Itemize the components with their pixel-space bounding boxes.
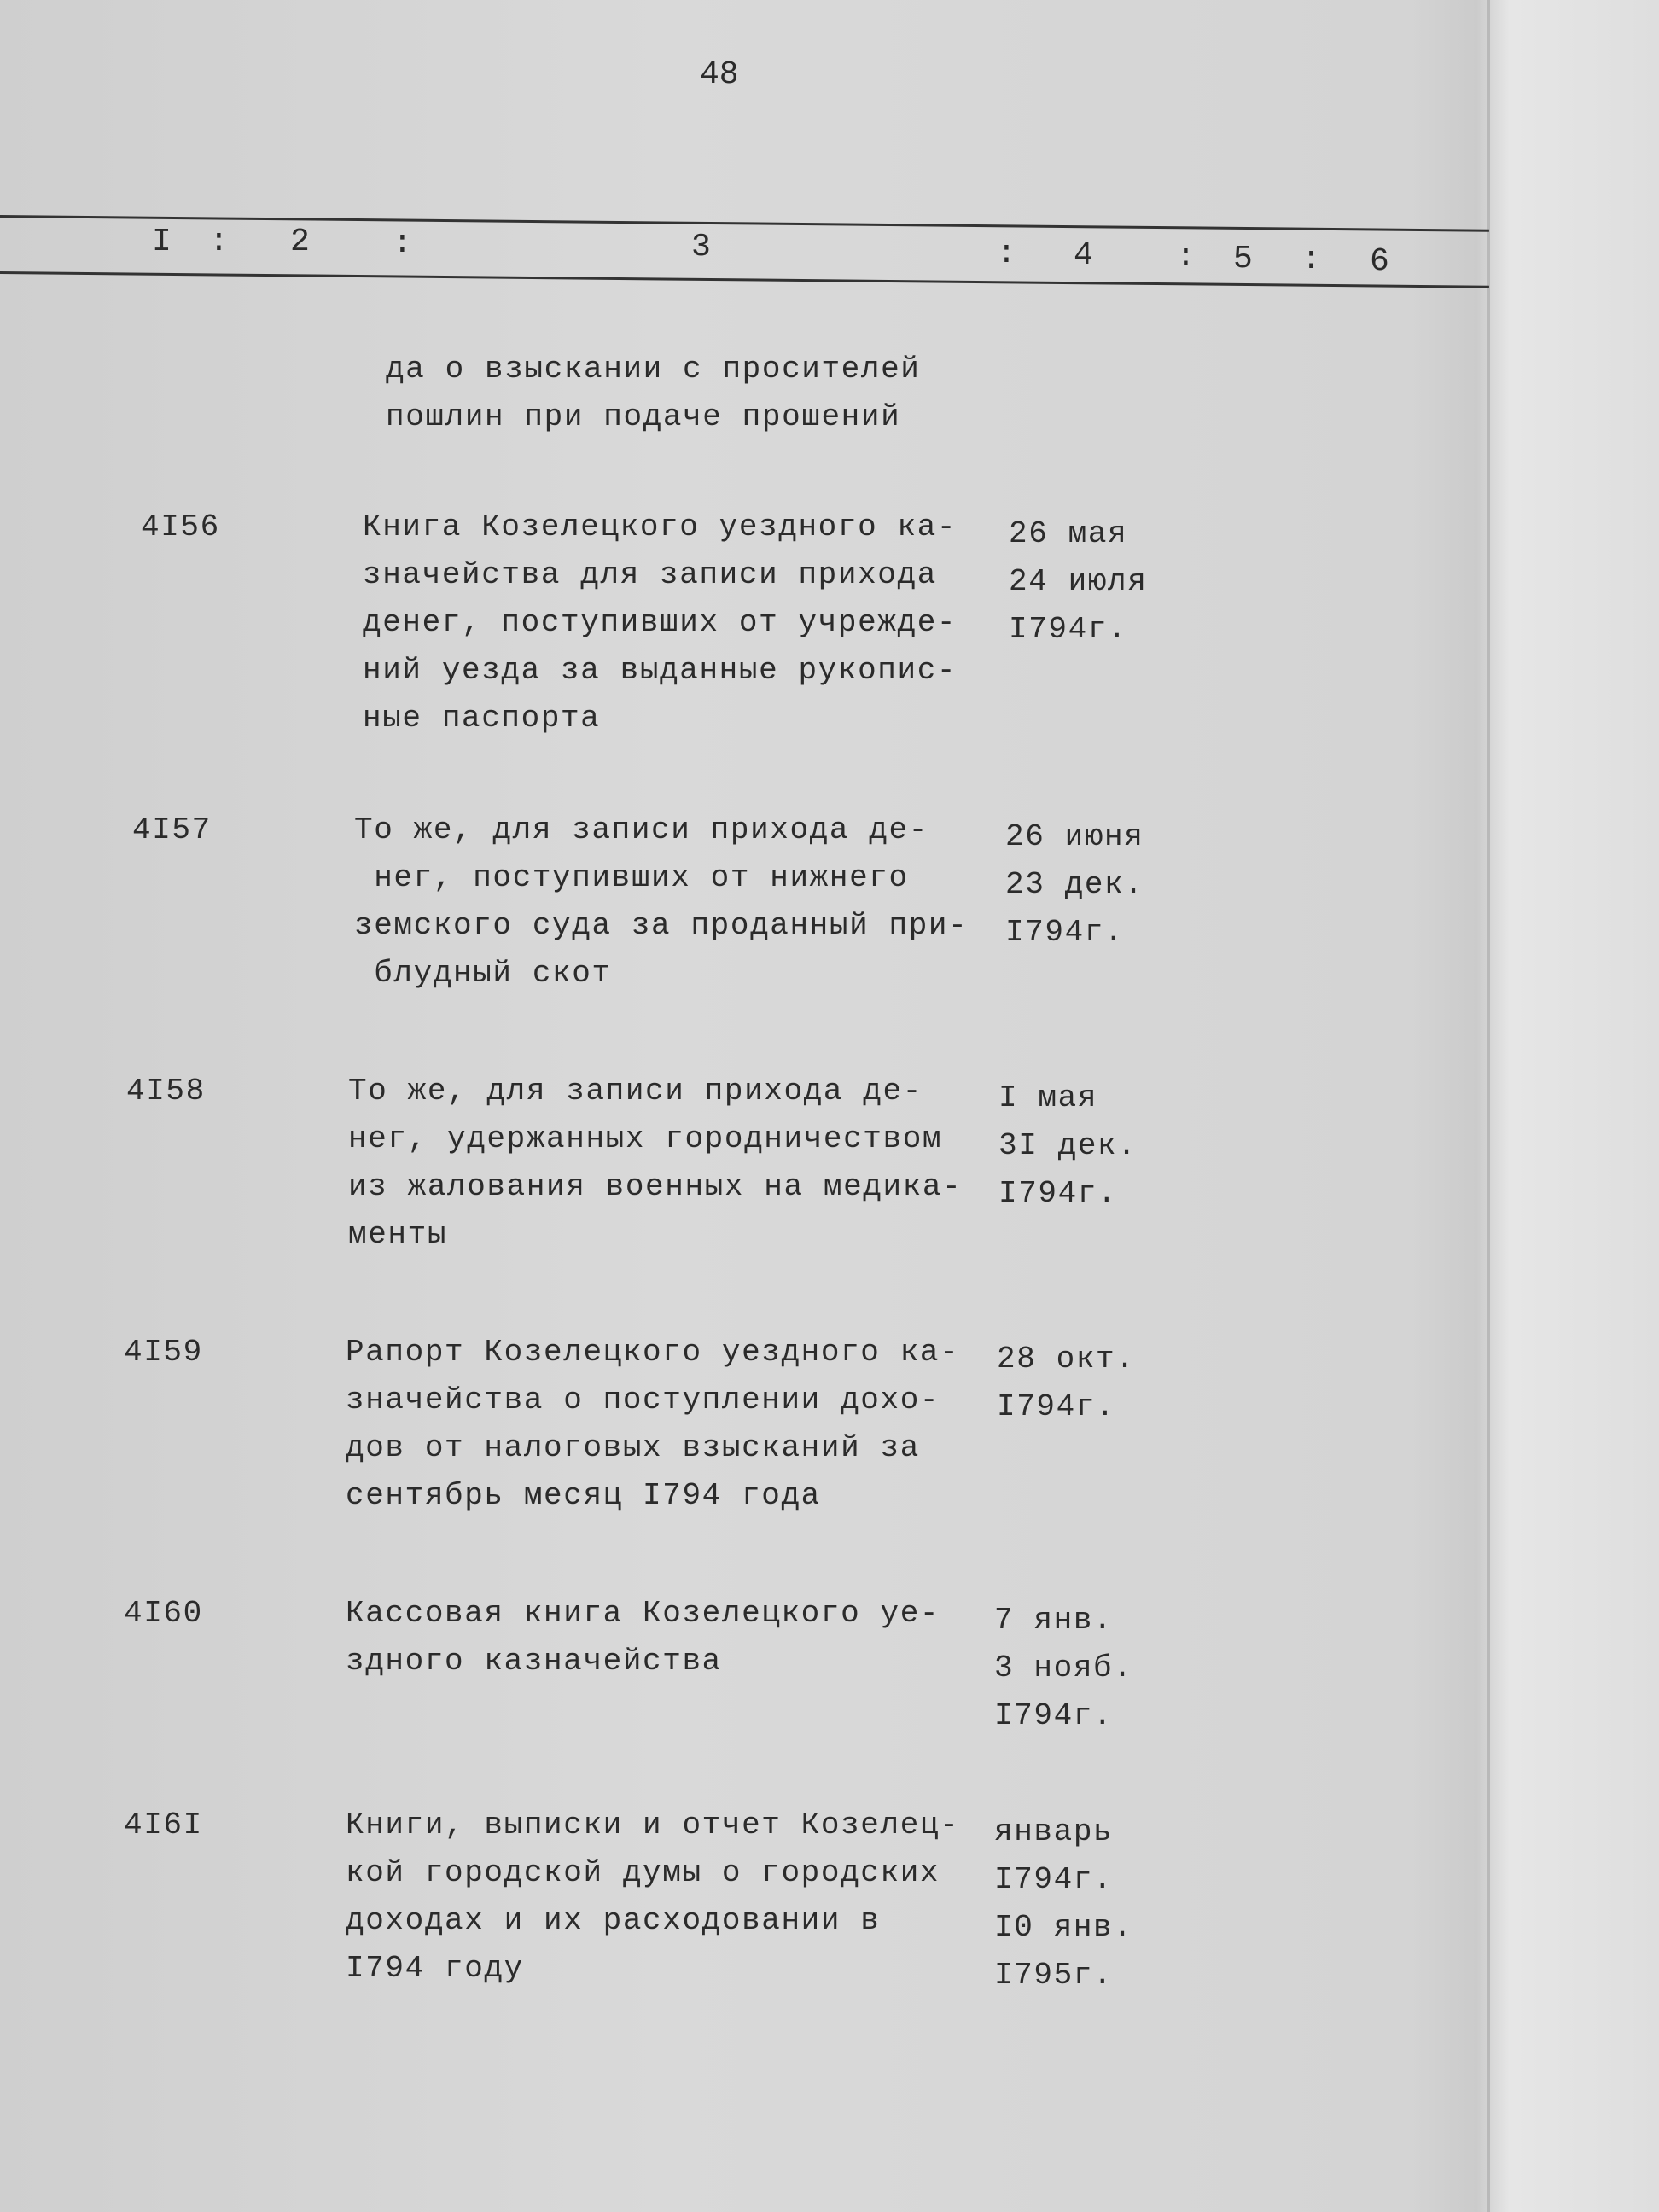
date-line: 7 янв. (994, 1603, 1114, 1638)
description-line: значейства о поступлении дохо- (346, 1382, 940, 1417)
date-line: 26 июня (1005, 819, 1144, 854)
entry-dates (998, 1074, 1137, 1218)
description-line: То же, для записи прихода де- (354, 812, 928, 847)
date-line: 26 мая (1009, 516, 1128, 551)
description-line: Кассовая книга Козелецкого уе- (346, 1596, 940, 1631)
entry-number: 4I60 (124, 1596, 203, 1631)
description-line: Рапорт Козелецкого уездного ка- (346, 1335, 960, 1370)
entry-description (363, 504, 957, 742)
date-line: I мая (998, 1080, 1098, 1115)
description-line: нег, поступивших от нижнего (354, 860, 909, 895)
paper-edge (1487, 0, 1490, 2212)
column-header-5: 5 (1233, 241, 1253, 277)
description-line: земского суда за проданный при- (354, 908, 969, 943)
entry-number: 4I58 (126, 1074, 206, 1109)
description-line: сентябрь месяц I794 года (346, 1478, 821, 1513)
entry-dates (997, 1336, 1135, 1431)
date-line: 24 июля (1009, 564, 1148, 599)
column-separator: : (1301, 242, 1321, 278)
date-line: I794г. (997, 1389, 1116, 1424)
entry-number: 4I56 (141, 509, 220, 544)
date-line: 3I дек. (998, 1128, 1138, 1163)
entry-description (354, 806, 968, 998)
description-line: ний уезда за выданные рукопис- (363, 653, 958, 688)
description-line: нег, удержанных городничеством (348, 1121, 943, 1156)
date-line: I794г. (1005, 915, 1125, 950)
description-line: менты (348, 1217, 448, 1252)
column-header-6: 6 (1370, 243, 1389, 280)
column-separator: : (393, 225, 412, 262)
description-line: значейства для записи прихода (363, 557, 937, 592)
date-line: I794г. (994, 1862, 1114, 1897)
entry-dates (1005, 813, 1144, 957)
description-line: дов от налоговых взысканий за (346, 1430, 920, 1465)
entry-dates (994, 1597, 1132, 1740)
continuation-line: пошлин при подаче прошений (386, 399, 901, 434)
header-rule-bottom (0, 271, 1489, 288)
date-line: I794г. (1009, 612, 1128, 647)
description-line: блудный скот (354, 956, 612, 991)
column-header-4: 4 (1074, 237, 1093, 274)
date-line: 23 дек. (1005, 867, 1144, 902)
column-separator: : (997, 236, 1016, 272)
column-header-2: 2 (290, 224, 310, 260)
description-line: Книга Козелецкого уездного ка- (363, 509, 958, 544)
column-header-3: 3 (691, 229, 711, 265)
description-line: ные паспорта (363, 701, 601, 736)
entry-number: 4I59 (124, 1335, 203, 1370)
date-line: I0 янв. (994, 1910, 1133, 1945)
description-line: Книги, выписки и отчет Козелец- (346, 1807, 960, 1842)
date-line: I794г. (998, 1176, 1118, 1211)
entry-description (346, 1802, 959, 1993)
description-line: денег, поступивших от учрежде- (363, 605, 958, 640)
entry-description (346, 1590, 940, 1685)
date-line: 28 окт. (997, 1342, 1136, 1377)
description-line: здного казначейства (346, 1644, 722, 1679)
column-header-1: I (152, 224, 172, 260)
entry-description (346, 1329, 959, 1520)
description-line: из жалования военных на медика- (348, 1169, 963, 1204)
date-line: I795г. (994, 1958, 1114, 1993)
date-line: январь (994, 1814, 1114, 1849)
description-line: доходах и их расходовании в (346, 1903, 881, 1938)
page-number: 48 (700, 56, 739, 93)
entry-number: 4I6I (124, 1807, 203, 1842)
entry-number: 4I57 (132, 812, 212, 847)
continuation-text (386, 346, 921, 441)
description-line: То же, для записи прихода де- (348, 1074, 923, 1109)
entry-dates (1009, 510, 1147, 654)
column-separator: : (209, 224, 229, 260)
date-line: 3 нояб. (994, 1650, 1133, 1685)
entry-description (348, 1068, 962, 1259)
description-line: I794 году (346, 1951, 524, 1986)
description-line: кой городской думы о городских (346, 1855, 940, 1890)
column-separator: : (1176, 239, 1196, 276)
entry-dates (994, 1808, 1132, 2000)
continuation-line: да о взыскании с просителей (386, 352, 921, 387)
date-line: I794г. (994, 1698, 1114, 1733)
